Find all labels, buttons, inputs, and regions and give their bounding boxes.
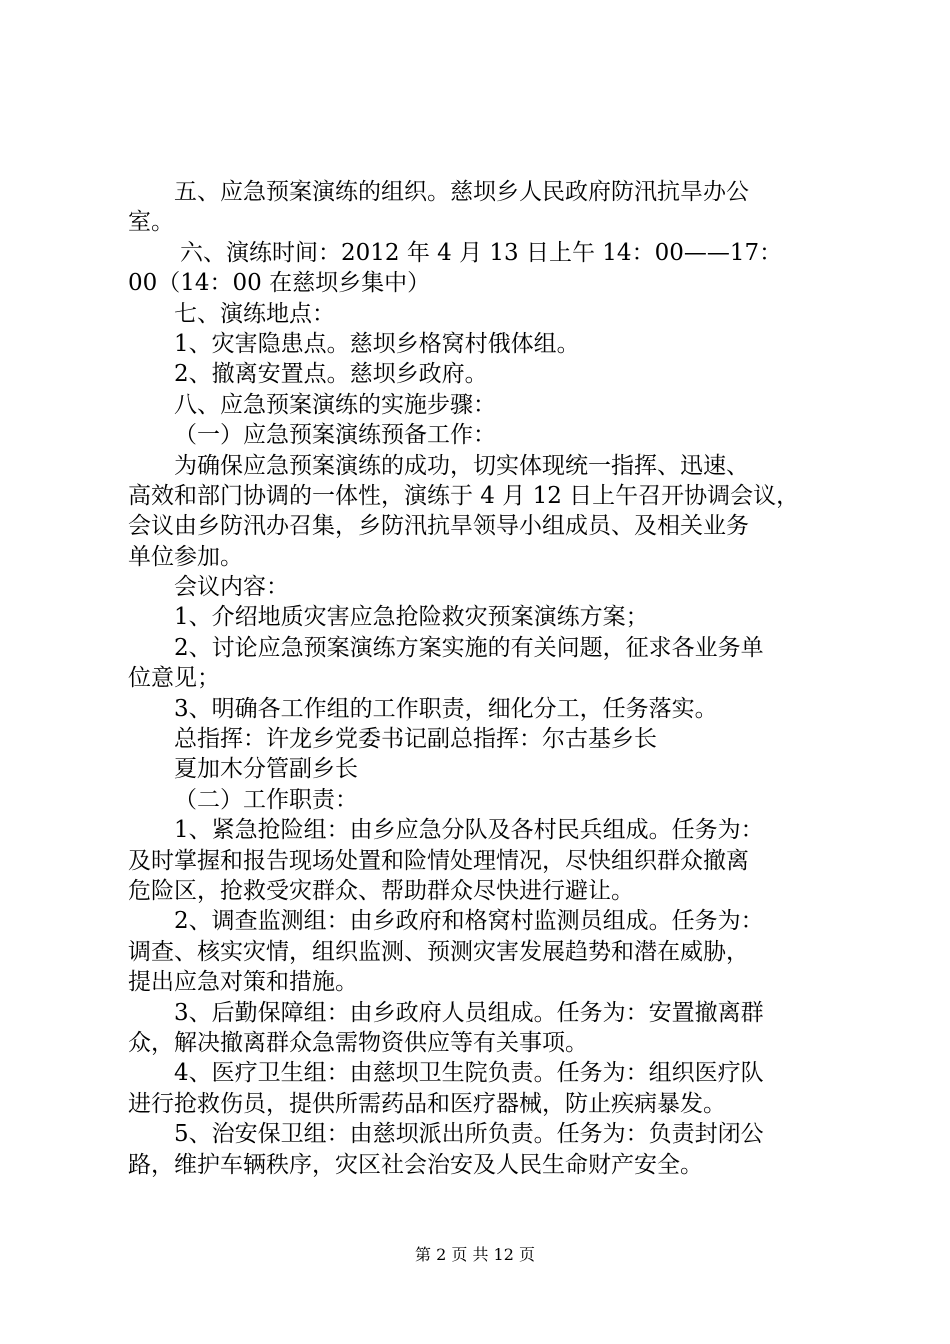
text-line: 八、应急预案演练的实施步骤： xyxy=(174,391,496,418)
text-line: 2、撤离安置点。慈坝乡政府。 xyxy=(174,361,488,388)
text-line: 及时掌握和报告现场处置和险情处理情况，尽快组织群众撤离 xyxy=(128,847,749,874)
text-line: （一）应急预案演练预备工作： xyxy=(174,422,496,449)
text-line: 室。 xyxy=(128,209,174,236)
text-line: 位意见； xyxy=(128,665,220,692)
text-line: 调查、核实灾情，组织监测、预测灾害发展趋势和潜在威胁， xyxy=(128,938,749,965)
text-line: 高效和部门协调的一体性，演练于 4 月 12 日上午召开协调会议， xyxy=(128,482,800,509)
text-line: 五、应急预案演练的组织。慈坝乡人民政府防汛抗旱办公 xyxy=(174,179,749,205)
text-line: 1、灾害隐患点。慈坝乡格窝村俄体组。 xyxy=(174,330,580,357)
text-line: 会议内容： xyxy=(174,574,289,601)
text-line: 3、明确各工作组的工作职责，细化分工，任务落实。 xyxy=(174,695,718,722)
text-line: 1、介绍地质灾害应急抢险救灾预案演练方案； xyxy=(174,604,649,631)
text-line: 路，维护车辆秩序，灾区社会治安及人民生命财产安全。 xyxy=(128,1151,703,1178)
text-line: 七、演练地点： xyxy=(174,300,335,327)
text-line: 众，解决撤离群众急需物资供应等有关事项。 xyxy=(128,1029,588,1056)
text-line: 单位参加。 xyxy=(128,543,243,570)
text-line: （二）工作职责： xyxy=(174,786,358,813)
text-line: 4、医疗卫生组：由慈坝卫生院负责。任务为：组织医疗队 xyxy=(174,1060,764,1087)
text-line: 六、演练时间：2012 年 4 月 13 日上午 14：00——17： xyxy=(180,239,783,266)
text-line: 5、治安保卫组：由慈坝派出所负责。任务为：负责封闭公 xyxy=(174,1121,764,1148)
text-line: 危险区，抢救受灾群众、帮助群众尽快进行避让。 xyxy=(128,877,634,904)
text-line: 00（14：00 在慈坝乡集中） xyxy=(128,270,431,297)
text-line: 总指挥：许龙乡党委书记副总指挥：尔古基乡长 xyxy=(174,726,657,753)
text-line: 进行抢救伤员，提供所需药品和医疗器械，防止疾病暴发。 xyxy=(128,1090,726,1117)
text-line: 提出应急对策和措施。 xyxy=(128,969,358,996)
text-line: 2、讨论应急预案演练方案实施的有关问题，征求各业务单 xyxy=(174,634,764,661)
text-line: 会议由乡防汛办召集，乡防汛抗旱领导小组成员、及相关业务 xyxy=(128,513,749,540)
page-footer: 第 2 页 共 12 页 xyxy=(415,1245,535,1264)
document-body xyxy=(128,177,828,1180)
text-line: 为确保应急预案演练的成功，切实体现统一指挥、迅速、 xyxy=(174,452,749,479)
text-line: 夏加木分管副乡长 xyxy=(174,756,358,783)
text-line: 1、紧急抢险组：由乡应急分队及各村民兵组成。任务为： xyxy=(174,817,764,844)
text-line: 2、调查监测组：由乡政府和格窝村监测员组成。任务为： xyxy=(174,908,764,935)
text-line: 3、后勤保障组：由乡政府人员组成。任务为：安置撤离群 xyxy=(174,999,764,1026)
